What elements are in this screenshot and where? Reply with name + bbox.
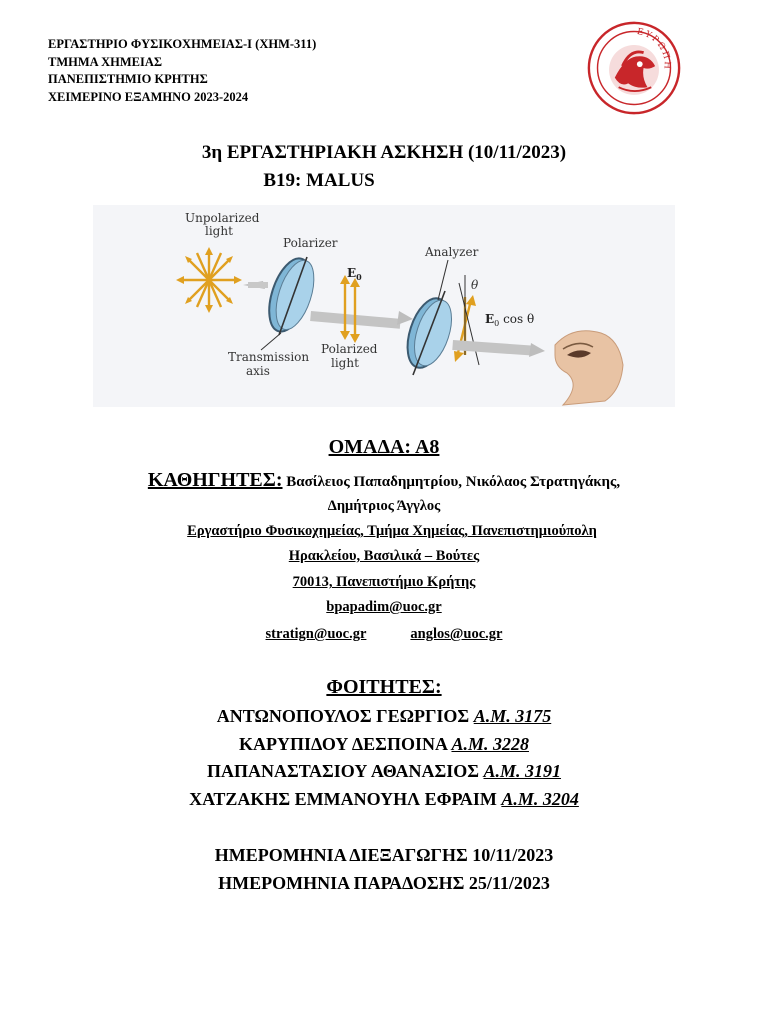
- malus-law-figure: [93, 205, 675, 407]
- e0-subscript: 0: [356, 272, 362, 282]
- address-line-1: Εργαστήριο Φυσικοχημείας, Τμήμα Χημείας, Πανεπιστημιούπολη: [187, 523, 597, 539]
- document-header: [48, 36, 316, 106]
- address-line-3: 70013, Πανεπιστήμιο Κρήτης: [292, 574, 476, 590]
- student-id: Α.Μ. 3228: [451, 734, 529, 754]
- theta-label: θ: [471, 278, 479, 292]
- student-row: [0, 761, 768, 782]
- svg-text:E0 cos θ: [485, 312, 534, 328]
- student-id: Α.Μ. 3204: [501, 789, 579, 809]
- student-name: ΑΝΤΩΝΟΠΟΥΛΟΣ ΓΕΩΡΓΙΟΣ: [216, 706, 474, 726]
- e0cos-rest: cos θ: [499, 312, 535, 326]
- analyzer-label: Analyzer: [425, 245, 479, 259]
- professors-line: [0, 469, 768, 492]
- header-university: ΠΑΝΕΠΙΣΤΗΜΙΟ ΚΡΗΤΗΣ: [48, 72, 208, 86]
- professors-names: Βασίλειος Παπαδημητρίου, Νικόλαος Στρατηγάκης,: [282, 474, 621, 490]
- date-delivered: ΗΜΕΡΟΜΗΝΙΑ ΠΑΡΑΔΟΣΗΣ 25/11/2023: [218, 873, 550, 893]
- exercise-code: B19: MALUS: [263, 170, 375, 191]
- student-row: [0, 706, 768, 727]
- student-name: ΚΑΡΥΠΙΔΟΥ ΔΕΣΠΟΙΝΑ: [239, 734, 452, 754]
- exercise-title: 3η ΕΡΓΑΣΤΗΡΙΑΚΗ ΑΣΚΗΣΗ (10/11/2023): [201, 142, 567, 163]
- unpolarized-label-2: light: [205, 224, 233, 238]
- email-papadimitriou[interactable]: bpapadim@uoc.gr: [326, 599, 442, 615]
- student-row: [0, 734, 768, 755]
- professors-label: ΚΑΘΗΓΗΤΕΣ:: [147, 469, 283, 491]
- polarizer-label: Polarizer: [283, 236, 338, 250]
- university-seal-logo: [586, 20, 682, 116]
- professors-names-line2: Δημήτριος Άγγλος: [327, 498, 441, 514]
- group-label: ΟΜΑΔΑ: Α8: [328, 436, 440, 458]
- polarized-label-1: Polarized: [321, 342, 378, 356]
- student-row: [0, 789, 768, 810]
- header-department: ΤΜΗΜΑ ΧΗΜΕΙΑΣ: [48, 54, 163, 69]
- students-label: ΦΟΙΤΗΤΕΣ:: [326, 676, 442, 698]
- email-anglos[interactable]: anglos@uoc.gr: [410, 626, 503, 642]
- student-name: ΧΑΤΖΑΚΗΣ ΕΜΜΑΝΟΥΗΛ ΕΦΡΑΙΜ: [189, 789, 502, 809]
- student-id: Α.Μ. 3191: [483, 761, 562, 781]
- transmission-label-2: axis: [246, 364, 270, 378]
- header-semester: ΧΕΙΜΕΡΙΝΟ ΕΞΑΜΗΝΟ 2023-2024: [48, 89, 249, 104]
- email-row: [0, 625, 768, 643]
- unpolarized-label-1: Unpolarized: [185, 211, 260, 225]
- polarized-label-2: light: [331, 356, 359, 370]
- email-stratigakis[interactable]: stratign@uoc.gr: [265, 626, 367, 642]
- header-lab: ΕΡΓΑΣΤΗΡΙΟ ΦΥΣΙΚΟΧΗΜΕΙΑΣ-Ι (ΧΗΜ-311): [48, 37, 317, 51]
- address-line-2: Ηρακλείου, Βασιλικά – Βούτες: [288, 548, 480, 564]
- e0-label: E: [347, 266, 357, 280]
- e0cos-subscript: 0: [494, 319, 500, 328]
- svg-text:ΕΥΡΩΠΗ: ΕΥΡΩΠΗ: [635, 26, 672, 71]
- date-conducted: ΗΜΕΡΟΜΗΝΙΑ ΔΙΕΞΑΓΩΓΗΣ 10/11/2023: [214, 845, 554, 865]
- e0cos-label: E: [485, 312, 495, 326]
- transmission-label-1: Transmission: [228, 350, 310, 364]
- student-name: ΠΑΠΑΝΑΣΤΑΣΙΟΥ ΑΘΑΝΑΣΙΟΣ: [206, 761, 484, 781]
- student-id: Α.Μ. 3175: [473, 706, 552, 726]
